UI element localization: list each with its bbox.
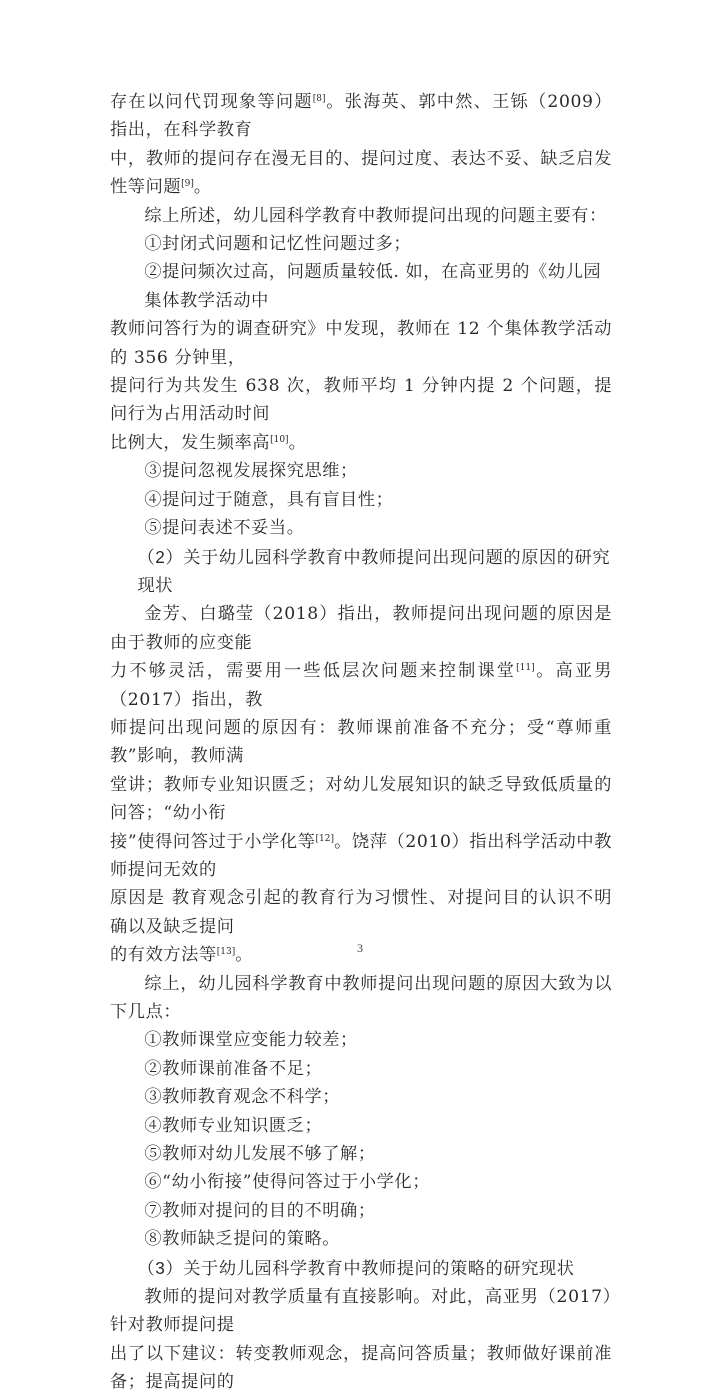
citation-marker: [10]: [270, 434, 289, 445]
section-3-body: [110, 1283, 612, 1397]
list-item: ①封闭式问题和记忆性问题过多；: [144, 234, 412, 255]
list-item: ②教师课前准备不足；: [144, 1058, 323, 1079]
list-item: ③提问忽视发展探究思维；: [144, 461, 358, 482]
paragraph-intro: [110, 88, 612, 202]
list-item: ⑤教师对幼儿发展不够了解；: [144, 1144, 376, 1165]
list-item: ④提问过于随意，具有盲目性；: [144, 489, 394, 510]
list-item: ③教师教育观念不科学；: [144, 1087, 341, 1108]
text-line: 中，教师的提问存在漫无目的、提问过度、表达不妥、缺乏启发性等问题[9]。: [110, 148, 612, 198]
text-line: 原因是 教育观念引起的教育行为习惯性、对提问目的认识不明确以及缺乏提问: [110, 888, 612, 937]
list-item: ②提问频次过高，问题质量较低. 如，在高亚男的《幼儿园集体教学活动中: [144, 262, 602, 311]
document-page: [110, 88, 612, 1397]
list-item-continuation: 教师问答行为的调查研究》中发现，教师在 12 个集体教学活动的 356 分钟里，: [110, 319, 612, 368]
reasons-list: [110, 1026, 612, 1253]
page-number: 3: [357, 941, 363, 955]
section-title: 关于幼儿园科学教育中教师提问的策略的研究现状: [183, 1258, 575, 1279]
citation-marker: [9]: [181, 179, 194, 190]
text-line: 存在以问代罚现象等问题[8]。张海英、郭中然、王铄（2009）指出，在科学教育: [110, 92, 612, 141]
list-item: ⑤提问表述不妥当。: [144, 518, 305, 539]
text-line: 教师的提问对教学质量有直接影响。对此，高亚男（2017）针对教师提问提: [110, 1287, 612, 1336]
text-line: 堂讲；教师专业知识匮乏；对幼儿发展知识的缺乏导致低质量的问答；“幼小衔: [110, 774, 612, 824]
list-item: ⑧教师缺乏提问的策略。: [144, 1229, 341, 1250]
citation-marker: [11]: [516, 663, 535, 674]
section-number: （3）: [137, 1257, 184, 1278]
citation-marker: [13]: [216, 947, 236, 958]
section-2-body: [110, 600, 612, 969]
text-line: 出了以下建议：转变教师观念，提高问答质量；教师做好课前准备；提高提问的: [110, 1343, 612, 1393]
citation-marker: [8]: [312, 94, 326, 104]
list-item: ⑥“幼小衔接”使得问答过于小学化；: [144, 1172, 430, 1193]
problems-list: [110, 230, 612, 542]
list-item-continuation: 比例大，发生频率高[10]。: [110, 432, 307, 453]
list-item: ⑦教师对提问的目的不明确；: [144, 1200, 376, 1221]
text-line: 的有效方法等[13]。: [110, 945, 254, 966]
text-line: 金芳、白璐莹（2018）指出，教师提问出现问题的原因是由于教师的应变能: [110, 604, 612, 653]
text-line: 力不够灵活，需要用一些低层次问题来控制课堂[11]。高亚男（2017）指出，教: [110, 661, 613, 710]
list-item: ④教师专业知识匮乏；: [144, 1115, 323, 1136]
section-title: 关于幼儿园科学教育中教师提问出现问题的原因的研究现状: [137, 547, 611, 596]
paragraph-summary-problems: 综上所述，幼儿园科学教育中教师提问出现的问题主要有：: [144, 205, 607, 226]
text-line: 师提问出现问题的原因有：教师课前准备不充分；受“尊师重教”影响，教师满: [110, 717, 612, 767]
list-item-continuation: 提问行为共发生 638 次，教师平均 1 分钟内提 2 个问题，提问行为占用活动时间: [110, 376, 612, 425]
citation-marker: [12]: [315, 833, 335, 844]
section-heading-2: [110, 543, 612, 601]
section-number: （2）: [137, 546, 184, 567]
section-heading-3: [110, 1254, 612, 1283]
text-line: 接”使得问答过于小学化等[12]。饶萍（2010）指出科学活动中教师提问无效的: [110, 831, 612, 880]
list-item: ①教师课堂应变能力较差；: [144, 1030, 358, 1051]
paragraph-summary-reasons: 综上，幼儿园科学教育中教师提问出现问题的原因大致为以下几点：: [110, 973, 612, 1022]
